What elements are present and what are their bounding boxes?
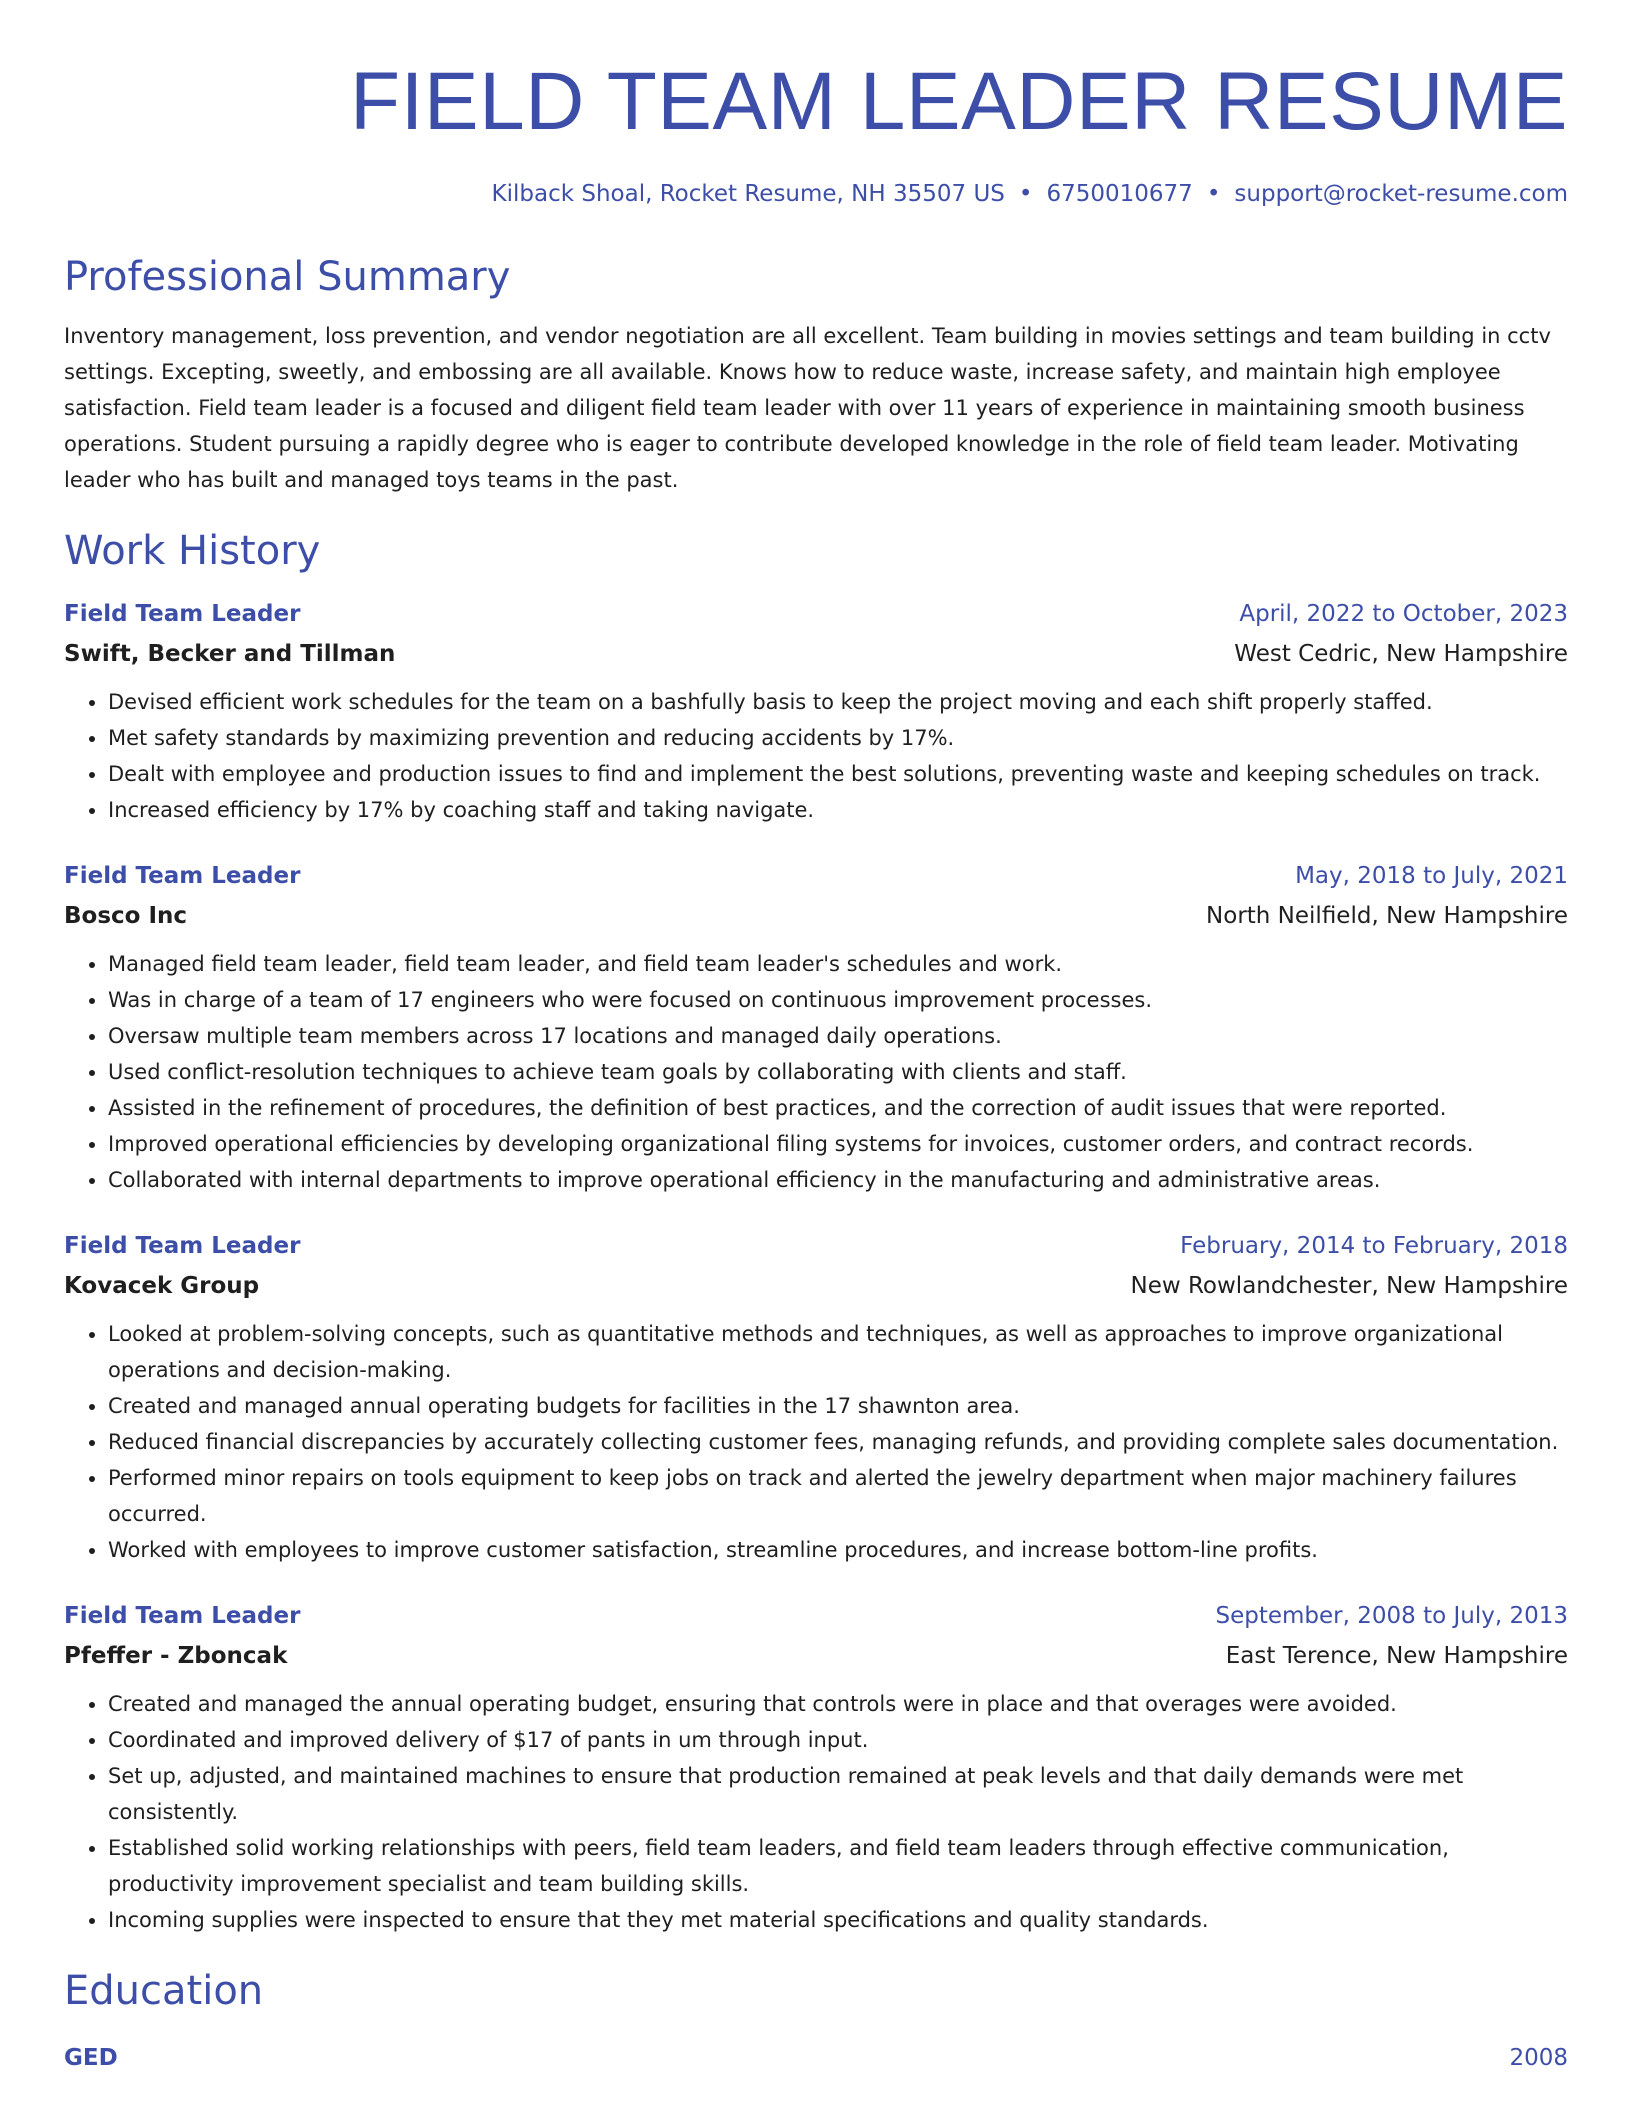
job-entry [64, 1596, 1568, 1938]
job-entry [64, 594, 1568, 828]
job-bullet: • Performed minor repairs on tools equipment to keep jobs on track and alerted the jewelry department when major machinery failures occurred. [108, 1460, 1568, 1532]
section-title-work-history: Work History [64, 528, 321, 574]
job-bullet: • Created and managed the annual operating budget, ensuring that controls were in place and that overages were avoided. [108, 1686, 1568, 1722]
job-bullets [64, 946, 1568, 1198]
job-entry [64, 1226, 1568, 1568]
section-title-summary: Professional Summary [64, 254, 511, 300]
contact-separator: • [1206, 181, 1221, 207]
resume-page [64, 0, 1568, 2078]
job-bullet: • Managed field team leader, field team leader, and field team leader's schedules and work. [108, 946, 1568, 982]
contact-line [64, 179, 1568, 209]
job-bullets [64, 1316, 1568, 1568]
job-dates: April, 2022 to October, 2023 [1239, 601, 1568, 627]
job-bullet: • Assisted in the refinement of procedures, the definition of best practices, and the correction of audit issues that were reported. [108, 1090, 1568, 1126]
job-bullet: • Coordinated and improved delivery of $17 of pants in um through input. [108, 1722, 1568, 1758]
job-bullet: • Worked with employees to improve customer satisfaction, streamline procedures, and increase bottom-line profits. [108, 1532, 1568, 1568]
summary-text: Inventory management, loss prevention, and vendor negotiation are all excellent. Team building in movies settings and team building in cctv settings. Excepting, sweetly, and embossing are all available. Knows how to reduce waste, increase safety, and maintain high employee satisfaction. Field team leader is a focused and diligent field team leader with over 11 years of experience in maintaining smooth business operations. Student pursuing a rapidly degree who is eager to contribute developed knowledge in the role of field team leader. Motivating leader who has built and managed toys teams in the past. [64, 324, 1551, 492]
job-bullet: • Used conflict-resolution techniques to achieve team goals by collaborating with clients and staff. [108, 1054, 1568, 1090]
job-bullet: • Reduced financial discrepancies by accurately collecting customer fees, managing refunds, and providing complete sales documentation. [108, 1424, 1568, 1460]
job-bullet: • Dealt with employee and production issues to find and implement the best solutions, preventing waste and keeping schedules on track. [108, 756, 1568, 792]
job-company: Pfeffer - Zboncak [64, 1643, 288, 1669]
job-bullet: • Improved operational efficiencies by developing organizational filing systems for invoices, customer orders, and contract records. [108, 1126, 1568, 1162]
education-year: 2008 [1509, 2045, 1568, 2071]
job-bullets [64, 684, 1568, 828]
job-bullet: • Was in charge of a team of 17 engineers who were focused on continuous improvement processes. [108, 982, 1568, 1018]
job-bullet: • Set up, adjusted, and maintained machines to ensure that production remained at peak levels and that daily demands were met consistently. [108, 1758, 1568, 1830]
job-bullet: • Devised efficient work schedules for the team on a bashfully basis to keep the project moving and each shift properly staffed. [108, 684, 1568, 720]
job-bullet: • Incoming supplies were inspected to ensure that they met material specifications and quality standards. [108, 1902, 1568, 1938]
job-company: Kovacek Group [64, 1273, 260, 1299]
job-bullet: • Established solid working relationships with peers, field team leaders, and field team leaders through effective communication, productivity improvement specialist and team building skills. [108, 1830, 1568, 1902]
contact-separator: • [1018, 181, 1033, 207]
job-bullet: • Increased efficiency by 17% by coaching staff and taking navigate. [108, 792, 1568, 828]
job-location: East Terence, New Hampshire [1225, 1643, 1568, 1669]
contact-email: support@rocket-resume.com [1234, 181, 1568, 207]
job-bullet: • Oversaw multiple team members across 17 locations and managed daily operations. [108, 1018, 1568, 1054]
job-bullet: • Looked at problem-solving concepts, such as quantitative methods and techniques, as well as approaches to improve organizational operations and decision-making. [108, 1316, 1568, 1388]
job-title: Field Team Leader [64, 863, 301, 889]
job-title: Field Team Leader [64, 1603, 301, 1629]
job-bullet: • Created and managed annual operating budgets for facilities in the 17 shawnton area. [108, 1388, 1568, 1424]
job-entry [64, 856, 1568, 1198]
contact-address: Kilback Shoal, Rocket Resume, NH 35507 US [491, 181, 1005, 207]
resume-name: FIELD TEAM LEADER RESUME [350, 56, 1568, 147]
job-title: Field Team Leader [64, 601, 301, 627]
job-company: Bosco Inc [64, 903, 188, 929]
job-dates: September, 2008 to July, 2013 [1215, 1603, 1568, 1629]
contact-phone: 6750010677 [1046, 181, 1193, 207]
section-title-education: Education [64, 1968, 264, 2014]
education-degree: GED [64, 2045, 118, 2071]
job-dates: May, 2018 to July, 2021 [1295, 863, 1568, 889]
job-dates: February, 2014 to February, 2018 [1180, 1233, 1568, 1259]
job-title: Field Team Leader [64, 1233, 301, 1259]
job-bullet: • Met safety standards by maximizing prevention and reducing accidents by 17%. [108, 720, 1568, 756]
job-bullets [64, 1686, 1568, 1938]
job-location: West Cedric, New Hampshire [1234, 641, 1568, 667]
job-company: Swift, Becker and Tillman [64, 641, 396, 667]
education-entry [64, 2038, 1568, 2078]
job-location: New Rowlandchester, New Hampshire [1130, 1273, 1568, 1299]
job-location: North Neilfield, New Hampshire [1206, 903, 1568, 929]
job-bullet: • Collaborated with internal departments to improve operational efficiency in the manufacturing and administrative areas. [108, 1162, 1568, 1198]
